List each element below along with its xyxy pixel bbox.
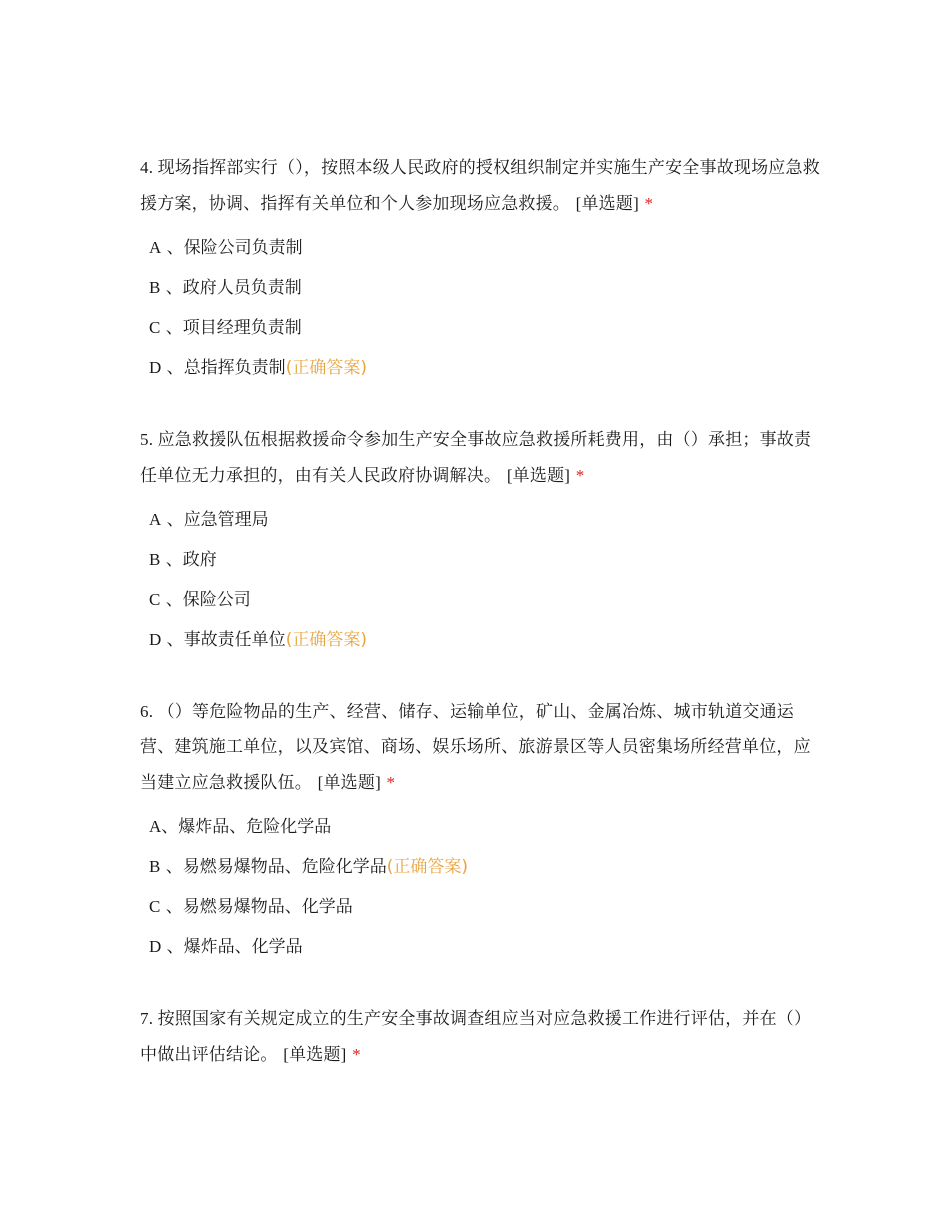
question-text — [140, 422, 820, 494]
option-letter: A — [149, 238, 162, 257]
question-4 — [140, 150, 820, 388]
correct-answer-mark: (正确答案) — [386, 857, 469, 877]
option-d[interactable] — [140, 620, 820, 660]
question-type: [单选题] — [575, 194, 639, 213]
option-sep: 、 — [161, 238, 184, 258]
option-text: 总指挥负责制 — [183, 358, 286, 378]
option-c[interactable] — [140, 580, 820, 620]
question-text — [140, 150, 820, 222]
option-a[interactable] — [140, 228, 820, 268]
option-letter: A — [149, 817, 162, 836]
question-number: 4 — [140, 158, 149, 177]
question-6 — [140, 694, 820, 967]
option-text: 应急管理局 — [183, 510, 269, 530]
question-text — [140, 1001, 820, 1073]
option-letter: B — [149, 550, 161, 569]
option-c[interactable] — [140, 308, 820, 348]
option-b[interactable] — [140, 847, 820, 887]
question-number-sep: . — [148, 430, 158, 449]
question-stem: 应急救援队伍根据救援命令参加生产安全事故应急救援所耗费用，由（）承担；事故责任单位无力承担的，由有关人民政府协调解决。 — [140, 430, 812, 486]
option-sep: 、 — [160, 590, 183, 610]
option-letter: D — [149, 630, 162, 649]
correct-answer-mark: (正确答案) — [285, 630, 367, 650]
option-text: 爆炸品、化学品 — [183, 937, 303, 957]
option-d[interactable] — [140, 348, 820, 388]
question-number: 6 — [140, 702, 149, 721]
option-sep: 、 — [160, 318, 183, 338]
option-a[interactable] — [140, 807, 820, 847]
question-stem: 按照国家有关规定成立的生产安全事故调查组应当对应急救援工作进行评估，并在（）中做出评估结论。 — [140, 1009, 812, 1065]
option-text: 易燃易爆物品、化学品 — [182, 897, 353, 917]
question-type: [单选题] — [317, 773, 381, 792]
option-letter: C — [149, 590, 161, 609]
option-sep: 、 — [161, 817, 179, 837]
option-c[interactable] — [140, 887, 820, 927]
option-letter: D — [149, 937, 162, 956]
option-text: 保险公司负责制 — [183, 238, 303, 258]
option-letter: B — [149, 857, 161, 876]
option-text: 爆炸品、危险化学品 — [178, 817, 332, 837]
option-a[interactable] — [140, 500, 820, 540]
correct-answer-mark: (正确答案) — [285, 358, 367, 378]
question-number-sep: . — [148, 158, 158, 177]
option-sep: 、 — [160, 857, 183, 877]
question-type: [单选题] — [506, 466, 571, 485]
required-star: * — [386, 773, 396, 792]
question-5 — [140, 422, 820, 660]
question-stem: 现场指挥部实行（），按照本级人民政府的授权组织制定并实施生产安全事故现场应急救援方案，协调、指挥有关单位和个人参加现场应急救援。 — [140, 158, 820, 214]
option-letter: C — [149, 318, 161, 337]
option-sep: 、 — [161, 510, 184, 530]
option-text: 政府 — [182, 550, 217, 570]
question-type: [单选题] — [283, 1045, 347, 1064]
question-number-sep: . — [148, 1009, 158, 1028]
required-star: * — [352, 1045, 361, 1064]
option-text: 政府人员负责制 — [182, 278, 302, 298]
question-list — [140, 150, 820, 1107]
question-7 — [140, 1001, 820, 1073]
question-number: 7 — [140, 1009, 149, 1028]
option-text: 项目经理负责制 — [182, 318, 302, 338]
question-stem: （）等危险物品的生产、经营、储存、运输单位，矿山、金属冶炼、城市轨道交通运营、建筑施工单位，以及宾馆、商场、娱乐场所、旅游景区等人员密集场所经营单位，应当建立应急救援队伍。 — [140, 702, 811, 793]
question-number-sep: . — [148, 702, 158, 721]
option-sep: 、 — [160, 550, 183, 570]
option-text: 事故责任单位 — [183, 630, 286, 650]
option-sep: 、 — [161, 937, 184, 957]
option-sep: 、 — [161, 358, 184, 378]
required-star: * — [644, 194, 654, 213]
option-letter: D — [149, 358, 162, 377]
question-text — [140, 694, 820, 801]
option-letter: A — [149, 510, 162, 529]
option-b[interactable] — [140, 540, 820, 580]
option-d[interactable] — [140, 927, 820, 967]
option-sep: 、 — [160, 897, 183, 917]
option-b[interactable] — [140, 268, 820, 308]
option-text: 易燃易爆物品、危险化学品 — [182, 857, 387, 877]
option-letter: C — [149, 897, 161, 916]
question-number: 5 — [140, 430, 149, 449]
option-text: 保险公司 — [182, 590, 251, 610]
option-sep: 、 — [161, 630, 184, 650]
option-letter: B — [149, 278, 161, 297]
required-star: * — [575, 466, 585, 485]
option-sep: 、 — [160, 278, 183, 298]
